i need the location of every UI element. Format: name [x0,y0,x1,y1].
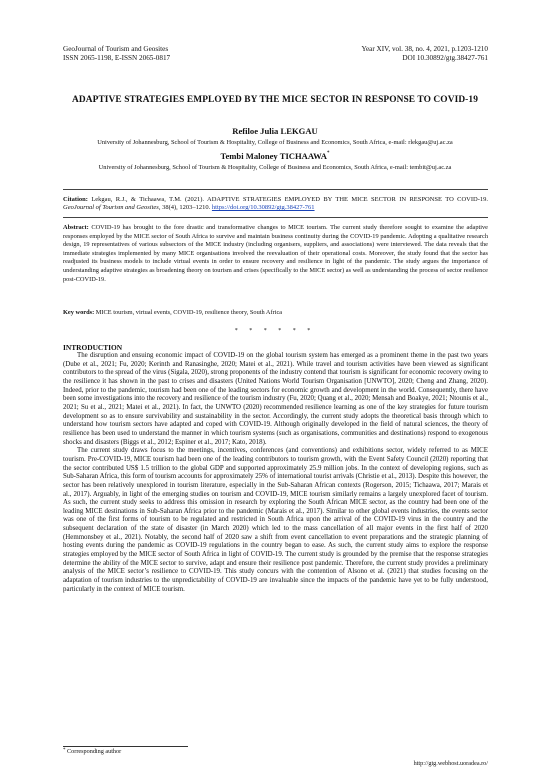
paper-title: ADAPTIVE STRATEGIES EMPLOYED BY THE MICE SECTOR IN RESPONSE TO COVID-19 [72,95,478,105]
citation-bottom-rule [63,217,488,218]
citation-label: Citation: [63,196,88,203]
footnote-rule [63,746,188,747]
journal-issn: ISSN 2065-1198, E-ISSN 2065-0817 [63,54,171,62]
citation-journal: GeoJournal of Tourism and Geosites [63,204,159,212]
footer-url[interactable]: http://gtg.webhost.uoradea.ro/ [413,760,488,767]
citation-doi-link[interactable]: https://doi.org/10.30892/gtg.38427-761 [211,204,315,212]
footnote-text: Corresponding author [67,748,122,755]
introduction-paragraph-2: The current study draws focus to the meetings, incentives, conferences (and conventions) and exhibitions sector, widely referred to as MICE tourism. Pre-COVID-19, MICE tourism had been one of the leading contributors to tourism growth, with the Event Safety Council (2020) reporting that the sector contributed US$ 1.5 trillion to the global GDP and supported approximately 25.9 million jobs. In the context of developing regions, such as Sub-Saharan Africa, this form of tourism accounts for approximately 25% of international tourist arrivals (Christie et al., 2013). Despite this however, the sector has been relatively unexplored in tourism literature, especially in the Sub-Saharan African contexts (Rogerson, 2015; Tichaawa, 2017; Marais et al., 2017). Arguably, in light of the emerging studies on tourism and COVID-19, MICE tourism similarly remains a largely unexplored facet of tourism. As such, the current study seeks to address this omission in research by exploring the South African MICE sector, as the country had been one of the leading MICE destinations in Sub-Saharan Africa prior to the pandemic (Marais et al., 2017). Similar to other global events industries, the events sector was one of the first forms of tourism to be regulated and restricted in South Africa upon the arrival of the COVID-19 virus in the country and the subsequent declaration of the state of disaster (in March 2020) which led to the mass cancellation of all major events in the first half of 2020 (Hemmonsbey et al., 2021). Notably, the second half of 2020 saw a shift from event cancellation to event preparations and the strategic planning of hosting events during the pandemic as COVID-19 regulations in the country began to ease. As such, the current study aims to explore the response strategies employed by the MICE sector of South Africa in light of COVID-19. The current study is grounded by the premise that the response strategies determine the ability of the MICE sector to survive, adapt and ensure their resilience post pandemic. Therefore, the current study provides a preliminary analysis of the MICE sector’s resilience to COVID-19. This study concurs with the contention of Alsono et al. (2021) that studies focusing on the adaptation of tourism industries to the unpredictability of COVID-19 are invaluable since the impacts of the pandemic have yet to be fully understood, particularly in the context of MICE tourism. [63,447,488,593]
introduction-heading: INTRODUCTION [63,343,123,352]
footnote-mark: * [63,748,66,753]
author-2-affiliation: University of Johannesburg, School of Tourism & Hospitality, College of Business and Economics, South Africa, e-mail: tembit@uj.ac.za [98,164,452,171]
citation-block [63,196,488,213]
citation-text: Lekgau, R.J., & Tichaawa, T.M. (2021). ADAPTIVE STRATEGIES EMPLOYED BY THE MICE SECTOR IN RESPONSE TO COVID-19. [91,196,489,203]
introduction-paragraph-1: The disruption and ensuing economic impact of COVID-19 on the global tourism system has emerged as a prominent theme in the past two years (Dube et al., 2021; Fu, 2020; Kerinth and Ranasinghe, 2020; Matei et al., 2021). While travel and tourism activities have been viewed as significant contributors to the spread of the virus (Sigala, 2020), strong proponents of the industry contend that tourism is significant for economic recovery owing to the resilience it has shown in the past to crises and disasters (United Nations World Tourism Organisation [UNWTO], 2020; Cheng and Zhang, 2020). Indeed, prior to the pandemic, tourism had been one of the leading sectors for economic growth and development in the world. Consequently, there have been some investigations into the recovery and resilience of the tourism industry (Fu, 2020; Quang et al., 2020; Mensah and Boakye, 2021; Ntounis et al., 2021; Su et al., 2021; Matei et al., 2021). In fact, the UNWTO (2020) recommended resilience learning as one of the key strategies for future tourism development so as to ensure survivability and sustainability in the sector. Accordingly, the current study adopts the theoretical basis through which to understand how tourism sectors have adapted and coped with COVID-19. Although originally developed in the field of natural sciences, the theory of resilience has been used to understand the manner in which tourism systems (such as organisations, communities and destinations) respond to exogenous shocks and disasters (Biggs et al., 2012; Espiner et al., 2017; Kato, 2018). [63,352,488,446]
keywords-text: MICE tourism, virtual events, COVID-19, resilience theory, South Africa [95,309,283,316]
footnote [63,748,121,755]
section-separator: * * * * * * [234,328,316,334]
author-2-name: Tembi Maloney TICHAAWA* [220,151,330,161]
introduction-body [63,352,488,594]
journal-doi: DOI 10.30892/gtg.38427-761 [402,54,488,62]
keywords [63,309,488,318]
keywords-label: Key words: [63,309,95,316]
citation-details: , 38(4), 1203–1210. [158,204,211,212]
citation-top-rule [63,189,488,190]
corresponding-mark: * [326,151,330,156]
author-1-name: Refiloe Julia LEKGAU [232,126,318,136]
abstract-text: COVID-19 has brought to the fore drastic and transformative changes to MICE tourism. The current study therefore sought to examine the adaptive responses employed by the MICE sector of South Africa to survive and maintain business continuity during the COVID-19 pandemic. Adopting a qualitative research design, 19 representatives of various subsectors of the MICE industry (including organisers, suppliers, and associations) were interviewed. The data reveals that the immediate strategies implemented by many MICE organisations involved the reevaluation of their operational costs. Moreover, the study found that the sector has readjusted its business models to include virtual events in order to ensure recovery and resilience in light of the pandemic. The study argues the importance of understanding adaptive strategies as broadening theory on tourism and crises (specifically to the MICE sector) as well as understanding the process of sector resilience post-COVID-19. [63,224,488,283]
journal-volume: Year XIV, vol. 38, no. 4, 2021, p.1203-1210 [361,45,488,53]
journal-name: GeoJournal of Tourism and Geosites [63,45,169,53]
abstract [63,224,488,284]
abstract-label: Abstract: [63,224,89,231]
author-1-affiliation: University of Johannesburg, School of Tourism & Hospitality, College of Business and Economics, South Africa, e-mail: rlekgau@uj.ac.za [97,139,453,146]
